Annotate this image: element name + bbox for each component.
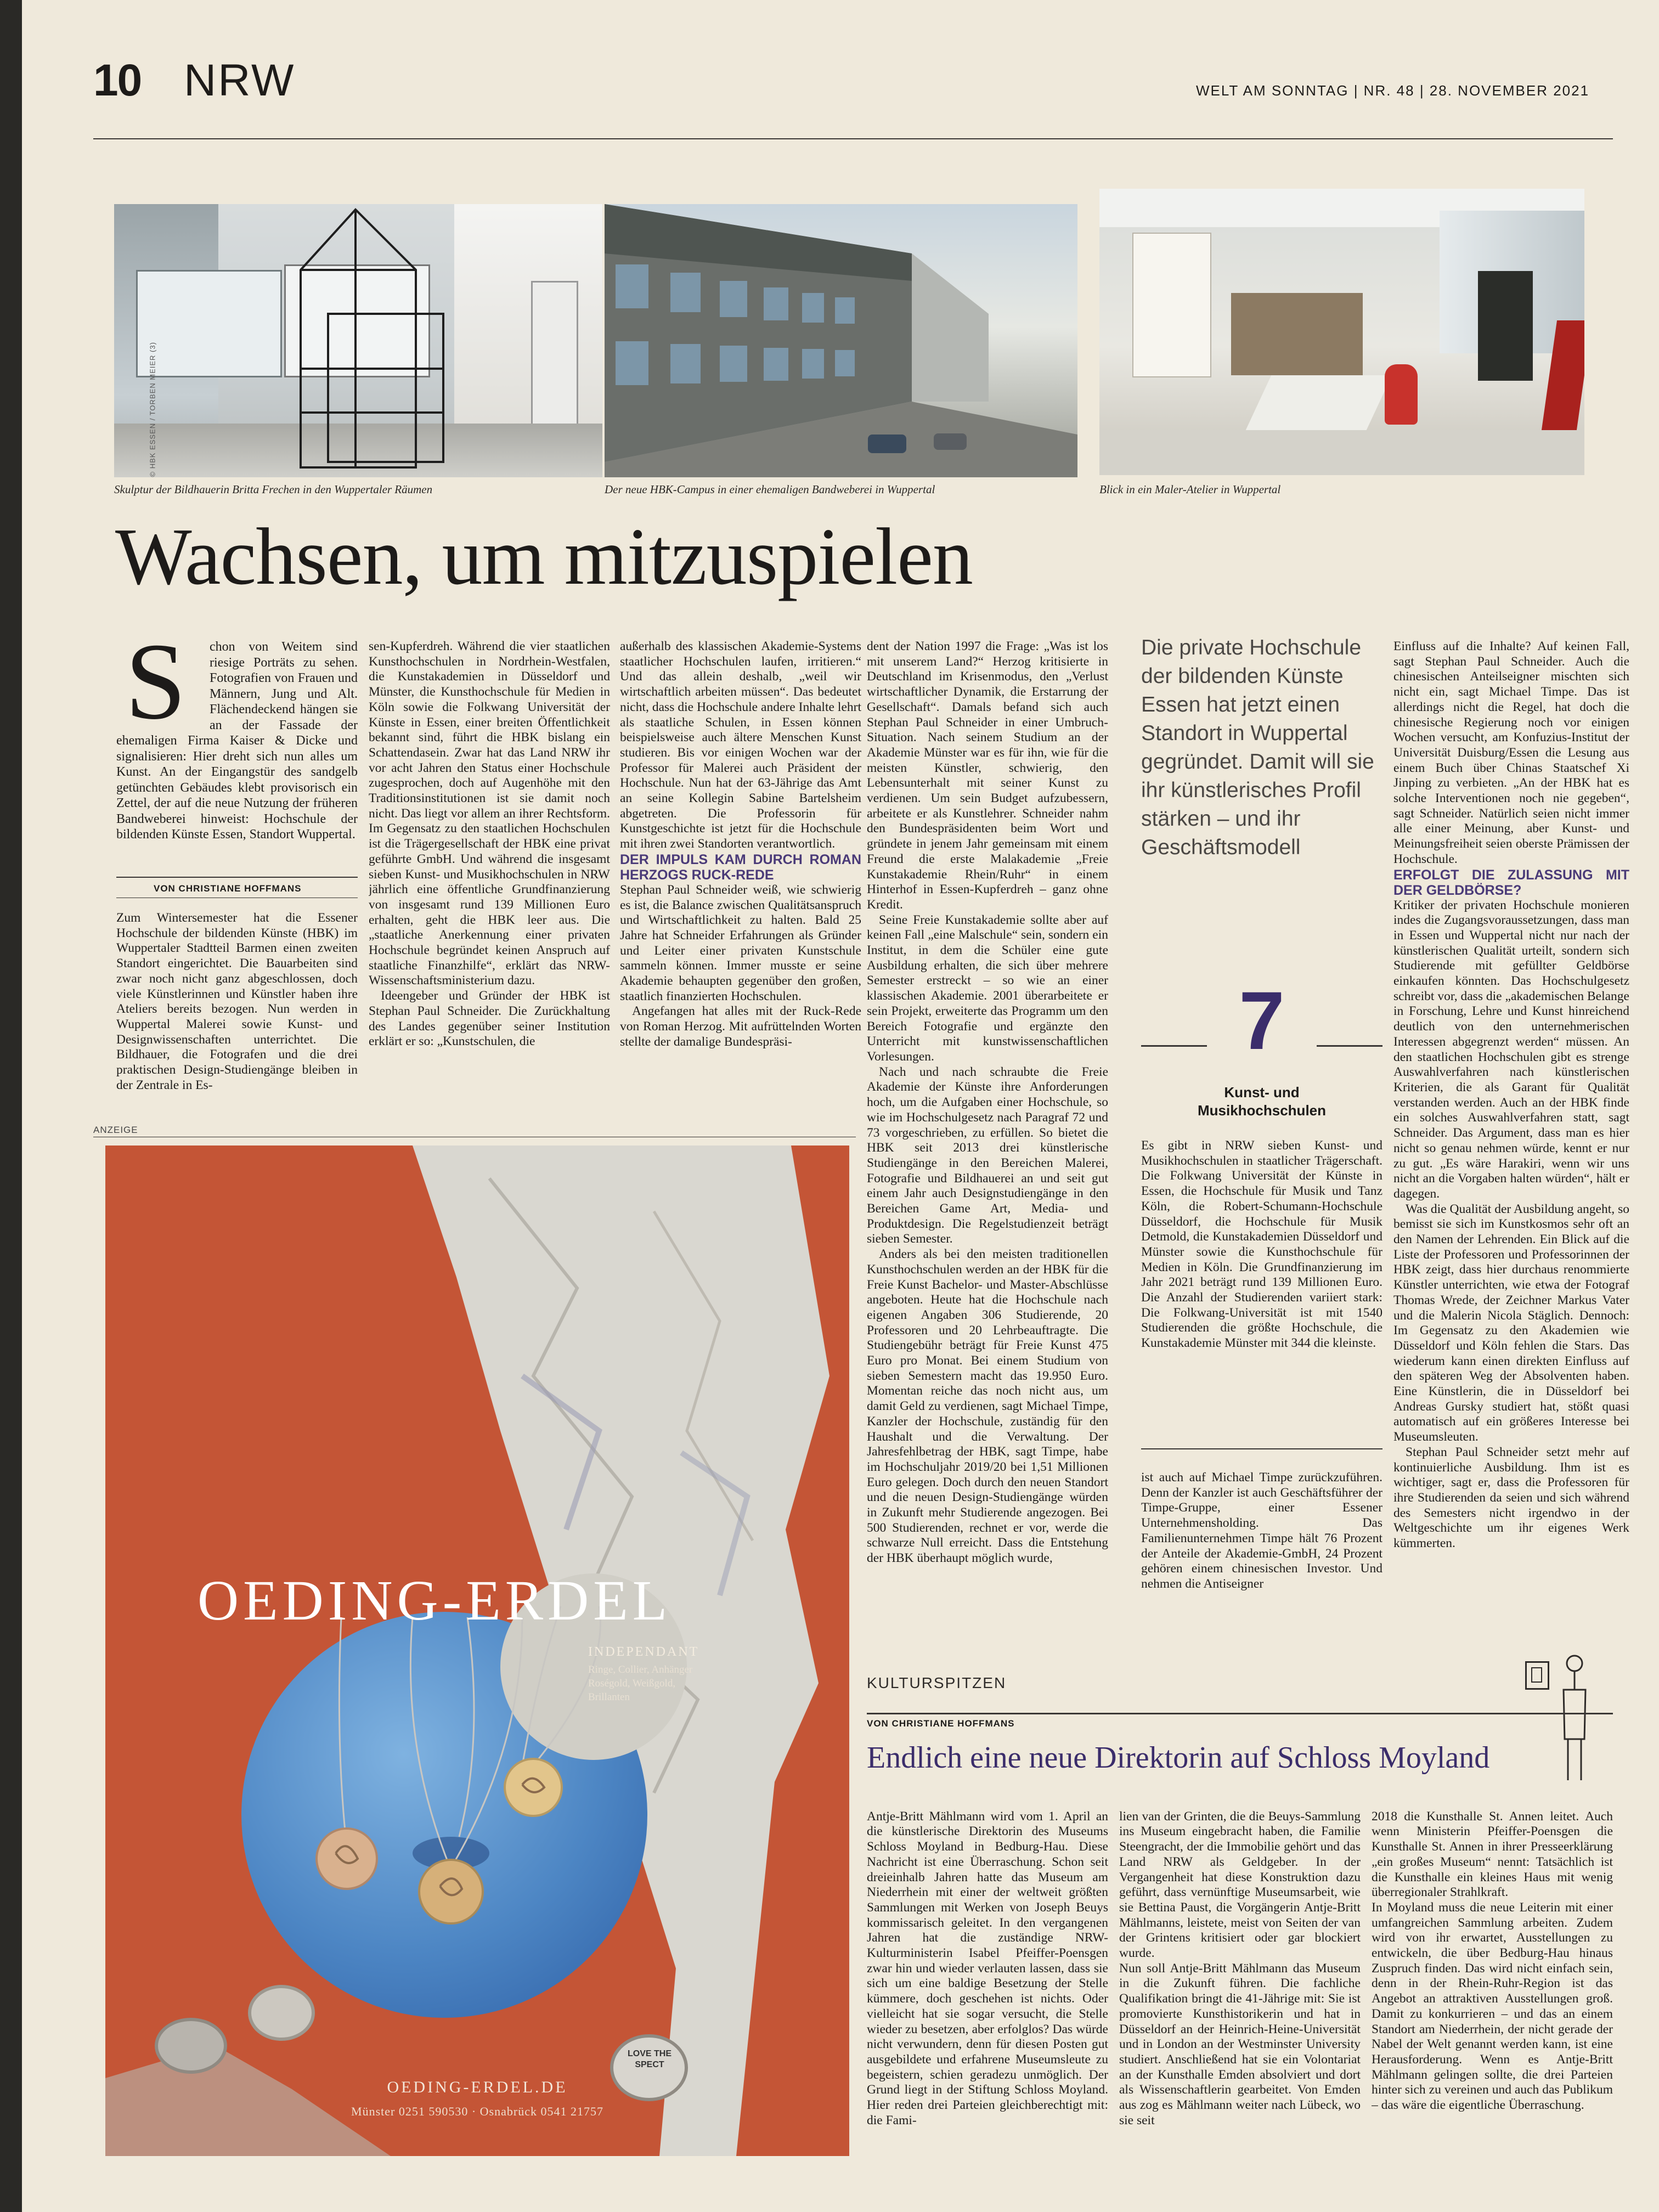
- dropcap: S: [125, 621, 187, 742]
- factbox-paragraph: Es gibt in NRW sieben Kunst- und Musikhochschulen in staatlicher Trägerschaft. Die Folkwang Universität der Künste in Essen, die Hochschule für Musik und Tanz Köln, die Robert-Schumann-Hochschule Düsseldorf, die Hochschule für Musik Detmold, die Kunstakademien Düsseldorf und Münster sowie die Kunsthochschule für Medien in Köln. Die Grundfinanzierung im Jahr 2021 beträgt rund 139 Millionen Euro. Die Anzahl der Studierenden variiert stark: Die Folkwang-Universität ist mit 1540 Studierenden die größte Hochschule, die Kunstakademie Münster mit 344 die kleinste.: [1141, 1138, 1383, 1351]
- kultur-rule: [867, 1713, 1613, 1714]
- ring-2: [248, 1985, 315, 2041]
- kultur-col-1: [867, 1794, 1108, 2172]
- factbox-label: Kunst- und Musikhochschulen: [1197, 1084, 1327, 1119]
- ad-oeding-erdel[interactable]: [105, 1146, 849, 2156]
- paragraph: Einfluss auf die Inhalte? Auf keinen Fall, sagt Stephan Paul Schneider. Auch die chinesischen Anteilseigner mischten sich nicht ein, sagt Michael Timpe. Das ist allerdings nicht die Regel, hat doch die chinesische Regierung noch vor einigen Wochen versucht, am Konfuzius-Institut der Universität Duisburg/Essen die Lesung aus einem Buch über Chinas Staatschef Xi Jinping zu verbieten. „An der HBK hat es solche Interventionen noch nie gegeben“, sagt Schneider. Natürlich seien nicht immer alle einer Meinung, aber Kunst- und Meinungsfreiheit seien oberste Prämissen der Hochschule.: [1393, 639, 1629, 866]
- byline-rule: [116, 877, 358, 878]
- kultur-section-label: KULTURSPITZEN: [867, 1674, 1007, 1691]
- paragraph: Anders als bei den meisten traditionellen Kunsthochschulen werden an der HBK für die Freie Kunst Bachelor- und Master-Abschlüsse angeboten. Heute hat die Hochschule nach eigenen Angaben 306 Studierende, 20 Professoren und 20 Lehrbeauftragte. Die Studiengebühr beträgt für Freie Kunst 475 Euro pro Monat. Bei einem Studium von sieben Semestern macht das 19.950 Euro. Momentan reiche das noch nicht aus, um damit Geld zu verdienen, sagt Michael Timpe, Kanzler der Hochschule, zuständig für den Haushalt und die Verwaltung. Der Jahresfehlbetrag der HBK, sagt Timpe, habe im Hochschuljahr 2019/20 bei 1,51 Millionen Euro gelegen. Doch durch den neuen Standort und die neuen Design-Studiengänge würden in Zukunft mehr Studierende angezogen. Bei 500 Studierenden, rechnet er vor, werde die schwarze Null erreicht. Dass die Entstehung der HBK überhaupt möglich wurde,: [867, 1247, 1108, 1566]
- photo-credit: © HBK ESSEN / TORBEN MEIER (3): [148, 342, 157, 477]
- paragraph: 2018 die Kunsthalle St. Annen leitet. Auch wenn Ministerin Pfeiffer-Poensgen die Kunsthalle St. Annen in ihrer Presseerklärung „ein großes Museum“ nennt: Tatsächlich ist die Kunsthalle ein kleines Haus mit wenig überregionaler Strahlkraft. In Moyland muss die neue Leiterin mit einer umfangreichen Sammlung arbeiten. Zudem wird von ihr erwartet, Ausstellungen zu entwickeln, die über Bedburg-Hau hinaus Zuspruch finden. Das wird nicht einfach sein, denn in der Rhein-Ruhr-Region ist das Angebot an attraktiven Ausstellungen groß. Damit zu konkurrieren – und das an einem Standort am Niederrhein, der nicht gerade der Nabel der Welt genannt werden kann, ist eine Herausforderung. Wenn es Antje-Britt Mählmann gelingen sollte, die drei Parteien hinter sich zu vereinen und auch das Publikum – das wäre die eigentliche Überraschung.: [1372, 1809, 1613, 2113]
- photo-sculpture: [114, 204, 602, 477]
- header-rule: [93, 138, 1613, 139]
- photo-caption-3: Blick in ein Maler-Atelier in Wuppertal: [1099, 483, 1281, 496]
- article-byline: VON CHRISTIANE HOFFMANS: [154, 883, 302, 894]
- ad-contact: Münster 0251 590530 · Osnabrück 0541 21757: [351, 2104, 603, 2118]
- paragraph: Zum Wintersemester hat die Essener Hochschule der bildenden Künste (HBK) im Wuppertaler Stadtteil Barmen einen zweiten Standort eingerichtet. Die Bauarbeiten sind zwar noch nicht ganz abgeschlossen, doch viele Künstlerinnen und Künstler haben ihre Ateliers bereits bezogen. Nun werden in Wuppertal Malerei sowie Kunst- und Designwissenschaften unterrichtet. Die Bildhauer, die Fotografen und die drei praktischen Design-Studiengänge bleiben in der Zentrale in Es-: [116, 911, 358, 1092]
- factbox-text: [1141, 1138, 1383, 1446]
- sculpture-frame-drawing: [279, 204, 471, 477]
- article-col-4: [867, 639, 1108, 1627]
- lede-text: chon von Weitem sind riesige Porträts zu sehen. Fotografien von Frauen und Männern, Jung und Alt. Flächendeckend hängen sie an der Fassade der ehemaligen Firma Kaiser & Dicke und signalisieren: Hier dreht sich nun alles um Kunst. An der Eingangstür des sandgelb getünchten Gebäudes klebt provisorisch ein Zettel, der auf die neue Nutzung der früheren Bandweberei hinweist: Hochschule der bildenden Künste Essen, Standort Wuppertal.: [116, 640, 358, 842]
- ring-1: [155, 2018, 227, 2074]
- factbox-bottom-rule: [1141, 1448, 1383, 1449]
- paragraph: lien van der Grinten, die die Beuys-Sammlung ins Museum eingebracht haben, die Familie Steengracht, der die Immobilie gehört und das Land NRW als Geldgeber. In der Vergangenheit hat diese Konstruktion dazu geführt, dass vernünftige Museumsarbeit, wie sie Bettina Paust, die Vorgängerin Antje-Britt Mählmanns, leistete, meist von Seiten der van der Grintens kritisiert oder gar blockiert wurde. Nun soll Antje-Britt Mählmann das Museum in die Zukunft führen. Die fachliche Qualifikation bringt die 41-Jährige mit: Sie ist promovierte Kunsthistorikerin und hat in Düsseldorf an der Heinrich-Heine-Universität und in London an der Westminster University studiert. Anschließend hat sie ein Volontariat an der Kunsthalle Emden absolviert und dort als Wissenschaftlerin gearbeitet. Von Emden aus zog es Mählmann weiter nach Lübeck, wo sie seit: [1119, 1809, 1361, 2128]
- paragraph: Stephan Paul Schneider setzt mehr auf kontinuierliche Ausbildung. Ihm ist es wichtiger, sagt er, dass die Professoren für ihre Studierenden da seien und sich während des Semesters nicht irgendwo in der Weltgeschichte um ihr eigenes Werk kümmerten.: [1393, 1444, 1629, 1551]
- paragraph: Stephan Paul Schneider weiß, wie schwierig es ist, die Balance zwischen Qualitätsanspruch und Wirtschaftlichkeit zu halten. Bald 25 Jahre hat Schneider Erfahrungen als Gründer und Leiter einer privaten Kunstschule sammeln können. Immer musste er seine Akademie behaupten gegenüber den großen, staatlich finanzierten Hochschulen.: [620, 882, 861, 1003]
- article-headline: Wachsen, um mitzuspielen: [115, 512, 973, 602]
- kultur-headline: Endlich eine neue Direktorin auf Schloss Moyland: [867, 1741, 1490, 1775]
- page-number: 10: [93, 55, 142, 105]
- paragraph: Was die Qualität der Ausbildung angeht, so bemisst sie sich im Kunstkosmos sehr oft an den Namen der Lehrenden. Ein Blick auf die Liste der Professoren und Professorinnen der HBK zeigt, dass hier durchaus renommierte Künstler unterrichten, wie etwa der Fotograf Thomas Wrede, der Zeichner Markus Vater und die Malerin Nicola Stäglich. Dennoch: Im Gegensatz zu den Akademien wie Düsseldorf und Köln fehlen die Stars. Das wiederum kann einen direkten Einfluss auf den späteren Weg der Absolventen haben. Eine Künstlerin, die in Düsseldorf bei Andreas Gursky studiert hat, stößt quasi automatisch auf ein größeres Interesse bei Museumsleuten.: [1393, 1201, 1629, 1444]
- article-col-1: [116, 911, 358, 1108]
- ad-details-1: Ringe, Collier, Anhänger: [588, 1664, 693, 1675]
- frame-icon: [1525, 1661, 1549, 1690]
- section-title: NRW: [184, 55, 296, 105]
- ring-engraving: LOVE THE SPECT: [627, 2049, 672, 2069]
- paragraph: dent der Nation 1997 die Frage: „Was ist los mit unserem Land?“ Herzog kritisierte in Deutschland im Krisenmodus, den „Verlust wirtschaftlicher Dynamik, die Erstarrung der Gesellschaft“. Damals befand sich auch Stephan Paul Schneider in einer Umbruch-Situation. Nach seinem Studium an der Akademie Münster war es für ihn, wie für die meisten Künstler, schwierig, den Lebensunterhalt mit seiner Kunst zu verdienen. Um sein Budget aufzubessern, arbeitete er als Kunstlehrer. Schneider nahm den Bundespräsidenten beim Wort und gründete in jenem Jahr gemeinsam mit einem Freund die erste Malakademie „Freie Kunstakademie Rhein/Ruhr“ in einem Hinterhof in Essen-Kupferdreh – ganz ohne Kredit.: [867, 639, 1108, 912]
- article-col-2: [369, 639, 610, 1111]
- ad-tag: ANZEIGE: [93, 1125, 138, 1135]
- ad-url[interactable]: OEDING-ERDEL.DE: [387, 2078, 568, 2096]
- paragraph: Ideengeber und Gründer der HBK ist Stephan Paul Schneider. Die Zurückhaltung des Landes gegenüber seiner Institution erklärt er so: „Kunstschulen, die: [369, 989, 610, 1049]
- article-col-5: [1141, 1470, 1383, 1629]
- visitor-figure-icon: [1553, 1651, 1596, 1783]
- paragraph: Angefangen hat alles mit der Ruck-Rede von Roman Herzog. Mit aufrüttelnden Worten stellte der damalige Bundespräsi-: [620, 1004, 861, 1049]
- photo-caption-1: Skulptur der Bildhauerin Britta Frechen in den Wuppertaler Räumen: [114, 483, 433, 496]
- kultur-col-2: [1119, 1794, 1361, 2172]
- paragraph: Antje-Britt Mählmann wird vom 1. April an die künstlerische Direktorin des Museums Schloss Moyland in Bedburg-Hau. Diese Nachricht ist eine Überraschung. Schon seit dreieinhalb Jahren hatte das Museum am Niederrhein mit einer der weltweit größten Sammlungen mit Werken von Joseph Beuys kommissarisch geleitet. In den vergangenen Jahren hat die zuständige NRW-Kulturministerin Isabel Pfeiffer-Poensgen zwar hin und wieder verlauten lassen, dass sie sich um eine baldige Besetzung der Stelle kümmere, doch geschehen ist nichts. Oder vielleicht hat sie sogar versucht, die Stelle wieder zu besetzen, aber erfolglos? Das würde nicht verwundern, denn für diesen Posten gut ausgebildete und erfahrene Museumsleute zu begeistern, schien geradezu unmöglich. Der Grund liegt in der Stiftung Schloss Moyland. Hier reden drei Parteien gleichberechtigt mit: die Fami-: [867, 1809, 1108, 2128]
- article-col-6: [1393, 639, 1629, 1638]
- necklaces: [105, 1146, 849, 2156]
- article-lede: [116, 639, 358, 881]
- photo-campus-building: [605, 204, 1077, 477]
- pull-quote: Die private Hochschule der bildenden Künste Essen hat jetzt einen Standort in Wuppertal gegründet. Damit will sie ihr künstlerisches Profil stärken – und ihr Geschäftsmodell: [1141, 636, 1374, 859]
- subheading-zulassung: ERFOLGT DIE ZULASSUNG MIT DER GELDBÖRSE?: [1393, 867, 1629, 898]
- paragraph: ist auch auf Michael Timpe zurückzuführen. Denn der Kanzler ist auch Geschäftsführer der Timpe-Gruppe, einer Essener Unternehmensholding. Das Familienunternehmen Timpe hält 76 Prozent der Anteile der Akademie-GmbH, 24 Prozent gehören einem chinesischen Investor. Und nehmen die Antiseigner: [1141, 1470, 1383, 1591]
- ad-brand: OEDING-ERDEL: [198, 1569, 672, 1632]
- paragraph: außerhalb des klassischen Akademie-Systems staatlicher Hochschulen laufen, irritieren.“ Und das allein deshalb, „weil wir wirtschaftlich arbeiten müssen“. Das bedeutet nicht, dass die Hochschule andere Inhalte lehrt als staatliche Schulen, in Essen können beispielsweise auch ältere Menschen Kunst studieren. Bis vor einigen Wochen war der Professor für Malerei auch Präsident der Hochschule. Nun hat der 63-Jährige das Amt an seine Kollegin Sabine Bartelsheim abgetreten. Die Professorin für Kunstgeschichte ist jetzt für die Hochschule mit ihren zwei Standorten verantwortlich.: [620, 639, 861, 851]
- kultur-byline: VON CHRISTIANE HOFFMANS: [867, 1718, 1015, 1729]
- photo-painter-atelier: [1099, 189, 1584, 475]
- paragraph: Seine Freie Kunstakademie sollte aber auf keinen Fall „eine Malschule“ sein, sondern ein Institut, in dem die Schüler eine gute Ausbildung erhalten, die sich über mehrere Semester erstreckt – so wie an einer klassischen Akademie. 2001 überarbeitete er sein Projekt, erweiterte das Programm um den Bereich Fotografie und ergänzte den Unterricht mit kunstwissenschaftlichen Vorlesungen.: [867, 912, 1108, 1064]
- kultur-col-3: [1372, 1794, 1613, 2172]
- photo-caption-2: Der neue HBK-Campus in einer ehemaligen Bandweberei in Wuppertal: [605, 483, 935, 496]
- paragraph: sen-Kupferdreh. Während die vier staatlichen Kunsthochschulen in Nordrhein-Westfalen, die Kunstakademien in Düsseldorf und Münster, die Kunsthochschule für Medien in Köln sowie die Folkwang Universität der Künste in Essen, einer breiten Öffentlichkeit bekannt sind, führt die HBK bislang ein Schattendasein. Zwar hat das Land NRW ihr vor acht Jahren den Status einer Hochschule zugesprochen, doch auf Augenhöhe mit den Traditionsinstitutionen ist sie damit noch nicht. Das liegt vor allem an ihrer Rechtsform. Im Gegensatz zu den staatlichen Hochschulen ist die Trägergesellschaft der HBK eine privat geführte GmbH. Und während die insgesamt sieben Kunst- und Musikhochschulen in NRW jährlich eine öffentliche Grundfinanzierung von insgesamt rund 139 Millionen Euro erhalten, geht die HBK leer aus. Die „staatliche Anerkennung einer privaten Hochschule begründet keinen Anspruch auf staatliche Finanzhilfe“, erklärt das NRW-Wissenschaftsministerium dazu.: [369, 639, 610, 988]
- paragraph: Kritiker der privaten Hochschule monieren indes die Zugangsvoraussetzungen, dass man in Essen und Wuppertal nicht nur nach der künstlerischen Qualität urteilt, sondern sich Studierende mit gefüllter Geldbörse einkaufen könnten. Das Hochschulgesetz schreibt vor, dass die „akademischen Belange in Forschung, Lehre und Kunst hinreichend deutlich von den unternehmerischen Interessen abgegrenzt werden“ müssen. An den staatlichen Hochschulen gibt es strenge Auswahlverfahren nach künstlerischen Kriterien, die als Garant für Qualität verstanden werden. Auch an der HBK finde ein solches Auswahlverfahren statt, sagt Schneider. Das Argument, dass man es hier nicht so genau nehmen würde, kennt er nur zu gut. „Es wäre Harakiri, wenn wir uns nicht an die Vorgaben halten würden“, hält er dagegen.: [1393, 898, 1629, 1201]
- article-col-3: [620, 639, 861, 1111]
- ad-details-2: Roségold, Weißgold,: [588, 1678, 676, 1689]
- ad-subtitle: INDEPENDANT: [588, 1645, 699, 1659]
- subheading-impuls: DER IMPULS KAM DURCH ROMAN HERZOGS RUCK-REDE: [620, 851, 861, 883]
- factbox-number: 7: [1239, 974, 1285, 1066]
- ad-details-3: Brillanten: [588, 1691, 630, 1703]
- paragraph: Nach und nach schraubte die Freie Akademie der Künste ihre Anforderungen hoch, um die Aufgaben einer Hochschule, so wie im Hochschulgesetz nach Paragraf 72 und 73 vorgeschrieben, zu erfüllen. So bietet die HBK seit 2013 drei künstlerische Studiengänge in den Bereichen Malerei, Fotografie und Bildhauerei an und seit gut einem Jahr auch Designstudiengänge in den Bereichen Game Art, Media- und Produktdesign. Die Regelstudienzeit beträgt sieben Semester.: [867, 1064, 1108, 1246]
- publication-line: WELT AM SONNTAG | NR. 48 | 28. NOVEMBER 2021: [1196, 82, 1590, 99]
- newspaper-page: [22, 0, 1659, 2212]
